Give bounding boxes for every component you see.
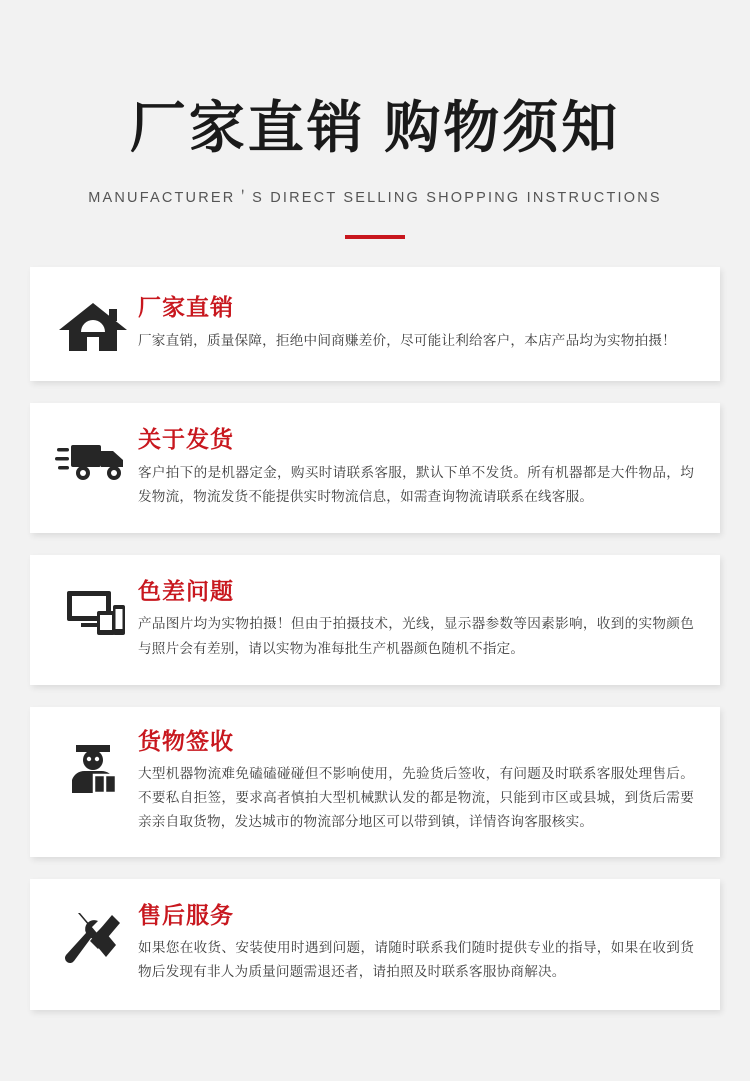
info-card-title: 厂家直销	[138, 294, 234, 321]
house-icon	[52, 293, 134, 355]
monitor-icon	[52, 579, 134, 639]
info-card-body	[134, 293, 694, 352]
info-card-body	[134, 729, 694, 835]
info-card-text: 产品图片均为实物拍摄！但由于拍摄技术，光线，显示器参数等因素影响，收到的实物颜色与照片会有差别，请以实物为准每批生产机器颜色随机不指定。	[138, 616, 694, 656]
info-card-text: 厂家直销，质量保障，拒绝中间商赚差价，尽可能让利给客户，本店产品均为实物拍摄！	[138, 332, 676, 348]
info-card-title: 售后服务	[138, 901, 234, 928]
info-card-text: 客户拍下的是机器定金，购买时请联系客服，默认下单不发货。所有机器都是大件物品，均发物流，物流发货不能提供实时物流信息，如需查询物流请联系在线客服。	[138, 464, 694, 504]
info-card	[30, 267, 720, 381]
info-card-title: 货物签收	[138, 727, 234, 754]
info-card	[30, 707, 720, 857]
truck-icon	[52, 427, 134, 487]
delivery-person-icon	[52, 729, 134, 797]
info-card-text: 大型机器物流难免磕磕碰碰但不影响使用，先验货后签收，有问题及时联系客服处理售后。不要私自拒签，要求高者慎拍大型机械默认发的都是物流，只能到市区或县城，到货后需要亲亲自取货物，发达城市的物流部分地区可以带到镇，详情咨询客服核实。	[138, 766, 694, 830]
info-card	[30, 403, 720, 533]
info-card-body	[134, 427, 694, 509]
page-subtitle: MANUFACTURER＇S DIRECT SELLING SHOPPING INSTRUCTIONS	[88, 190, 662, 207]
info-card-body	[134, 579, 694, 661]
info-card-body	[134, 903, 694, 985]
page-header	[30, 0, 720, 239]
info-card-text: 如果您在收货、安装使用时遇到问题，请随时联系我们随时提供专业的指导，如果在收到货物后发现有非人为质量问题需退还者，请拍照及时联系客服协商解决。	[138, 939, 694, 980]
info-card	[30, 879, 720, 1011]
info-card-list	[30, 267, 720, 1010]
info-card-title: 关于发货	[138, 426, 234, 453]
tools-icon	[52, 903, 134, 965]
info-card	[30, 555, 720, 685]
title-divider	[345, 235, 405, 239]
info-card-title: 色差问题	[138, 578, 234, 605]
page-title: 厂家直销 购物须知	[129, 96, 621, 159]
